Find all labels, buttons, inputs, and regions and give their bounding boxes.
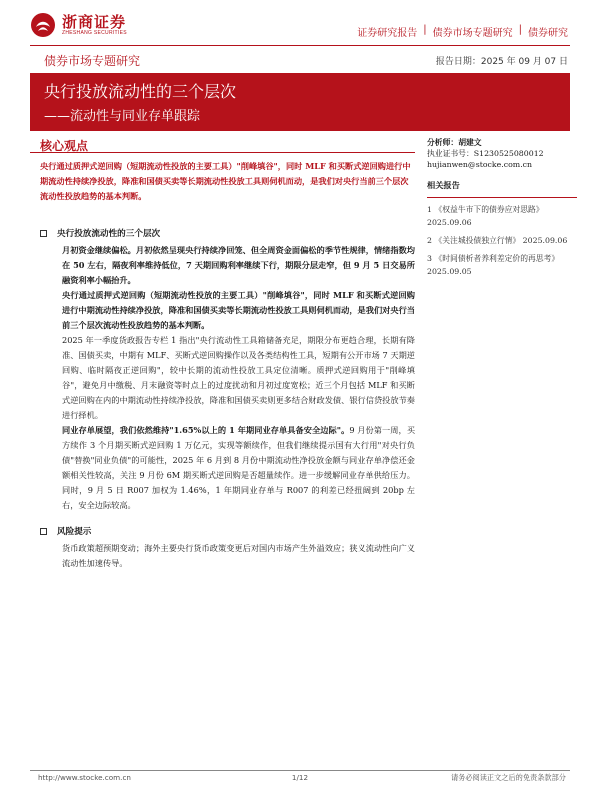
- brand-name-en: ZHESHANG SECURITIES: [62, 29, 127, 36]
- top-breadcrumb: 证券研究报告 | 债券市场专题研究 | 债券研究: [357, 24, 568, 39]
- paragraph-tail: 9 月份第一周，买方续作 3 个月期买断式逆回购 1 万亿元，实现等额续作，但我们继续提示国有大行用"对央行负债"替换"同业负债"的可能性，2025 年 6 月到 8 月份中期流动性净投放金额与同业存单净偿还金额相关性较高，关注 9 月份 6M 期买断式逆回购是否超量续作。进一步缓解同业存单供给压力。同时，9 月 5 日 R007 加权为 1.46%，1 年期同业存单与 R007 的利差已经扭阔到 20bp 左右，安全边际较高。: [62, 425, 416, 510]
- report-date: 报告日期：2025 年 09 月 07 日: [435, 57, 568, 67]
- footer-site-link[interactable]: http://www.stocke.com.cn: [38, 773, 131, 782]
- related-report-item[interactable]: 2 《关注城投债独立行情》 2025.09.06: [427, 236, 568, 245]
- section-heading: 风险提示: [40, 525, 415, 537]
- header-divider: [30, 45, 570, 46]
- analyst-email[interactable]: hujianwen@stocke.com.cn: [427, 160, 533, 169]
- nav-item-research-report: 证券研究报告: [357, 28, 418, 39]
- main-body: [40, 227, 415, 571]
- brand-mark-icon: [30, 12, 56, 38]
- related-report-item[interactable]: 1 《权益牛市下的债券应对思路》 2025.09.06: [427, 205, 544, 227]
- paragraph: 月初资金继续偏松。月初依然呈现央行持续净回笼、但全周资金面偏松的季节性规律，情绪指数均在 50 左右，隔夜利率维持低位，7 天期回购利率继续下行，期限分层走窄，但 9 月 5 日交易所融资利率小幅抬升。: [62, 245, 415, 285]
- section-heading: 央行投放流动性的三个层次: [40, 227, 415, 239]
- related-reports-heading: 相关报告: [427, 180, 460, 190]
- paragraph: [40, 423, 415, 513]
- core-divider: [30, 152, 415, 153]
- report-subtitle: ——流动性与同业存单跟踪: [44, 109, 201, 124]
- analyst-name: 胡建文: [458, 138, 482, 147]
- title-band: [30, 73, 570, 131]
- nav-item-bond-topic: 债券市场专题研究: [432, 28, 513, 39]
- paragraph: 2025 年一季度货政报告专栏 1 指出"央行流动性工具箱储备充足，期限分布更趋合理，长期有降准、国债买卖，中期有 MLF、买断式逆回购操作以及各类结构性工具，短期有公开市场 7 天期逆回购、临时隔夜正逆回购"，较中长期的流动性投放工具定位清晰。质押式逆回购用于"削峰填谷"，避免月中缴税、月末融资等时点上的过度扰动和月初过度宽松；近三个月包括 MLF 和买断式逆回购在内的中期流动性持续净投放，降准和国债买卖则更多结合财政发债、银行信贷投放节奏进行择机。: [62, 335, 415, 420]
- core-summary: 央行通过质押式逆回购（短期流动性投放的主要工具）"削峰填谷"，同时 MLF 和买断式逆回购进行中期流动性持续净投放，降准和国债买卖等长期流动性投放工具则伺机而动，是我们对央行当前三个层次流动性投放趋势的基本判断。: [40, 161, 411, 201]
- footer-divider: [30, 770, 570, 771]
- checkbox-bullet-icon: [40, 230, 47, 237]
- related-report-item[interactable]: 3 《时间债析者养利差定价的再思考》 2025.09.05: [427, 254, 560, 276]
- checkbox-bullet-icon: [40, 528, 47, 535]
- paragraph-lead: 同业存单展望，我们依然维持"1.65%以上的 1 年期同业存单具备安全边际"。: [62, 425, 350, 435]
- footer-disclaimer: 请务必阅读正文之后的免责条款部分: [450, 773, 566, 782]
- core-viewpoint-heading: 核心观点: [40, 139, 89, 153]
- brand-logo: [30, 12, 127, 38]
- sub-header: [30, 52, 570, 72]
- page-number: 1/12: [291, 773, 309, 782]
- report-category: 债券市场专题研究: [44, 54, 141, 68]
- analyst-cert: 执业证书号：S1230525080012: [427, 149, 544, 158]
- related-divider: [427, 197, 577, 198]
- sidebar: [427, 137, 577, 278]
- analyst: 分析师：胡建文: [427, 138, 482, 147]
- nav-item-bond-research: 债券研究: [528, 28, 568, 39]
- brand-name-cn: 浙商证券: [62, 12, 127, 31]
- paragraph: 央行通过质押式逆回购（短期流动性投放的主要工具）"削峰填谷"，同时 MLF 和买断式逆回购进行中期流动性持续净投放，降准和国债买卖等长期流动性投放工具则伺机而动，是我们对央行当前三个层次流动性投放趋势的基本判断。: [62, 290, 415, 330]
- paragraph: 货币政策超预期变动；海外主要央行货币政策变更后对国内市场产生外溢效应；狭义流动性向广义流动性加速传导。: [62, 543, 415, 568]
- report-title: 央行投放流动性的三个层次: [44, 82, 237, 101]
